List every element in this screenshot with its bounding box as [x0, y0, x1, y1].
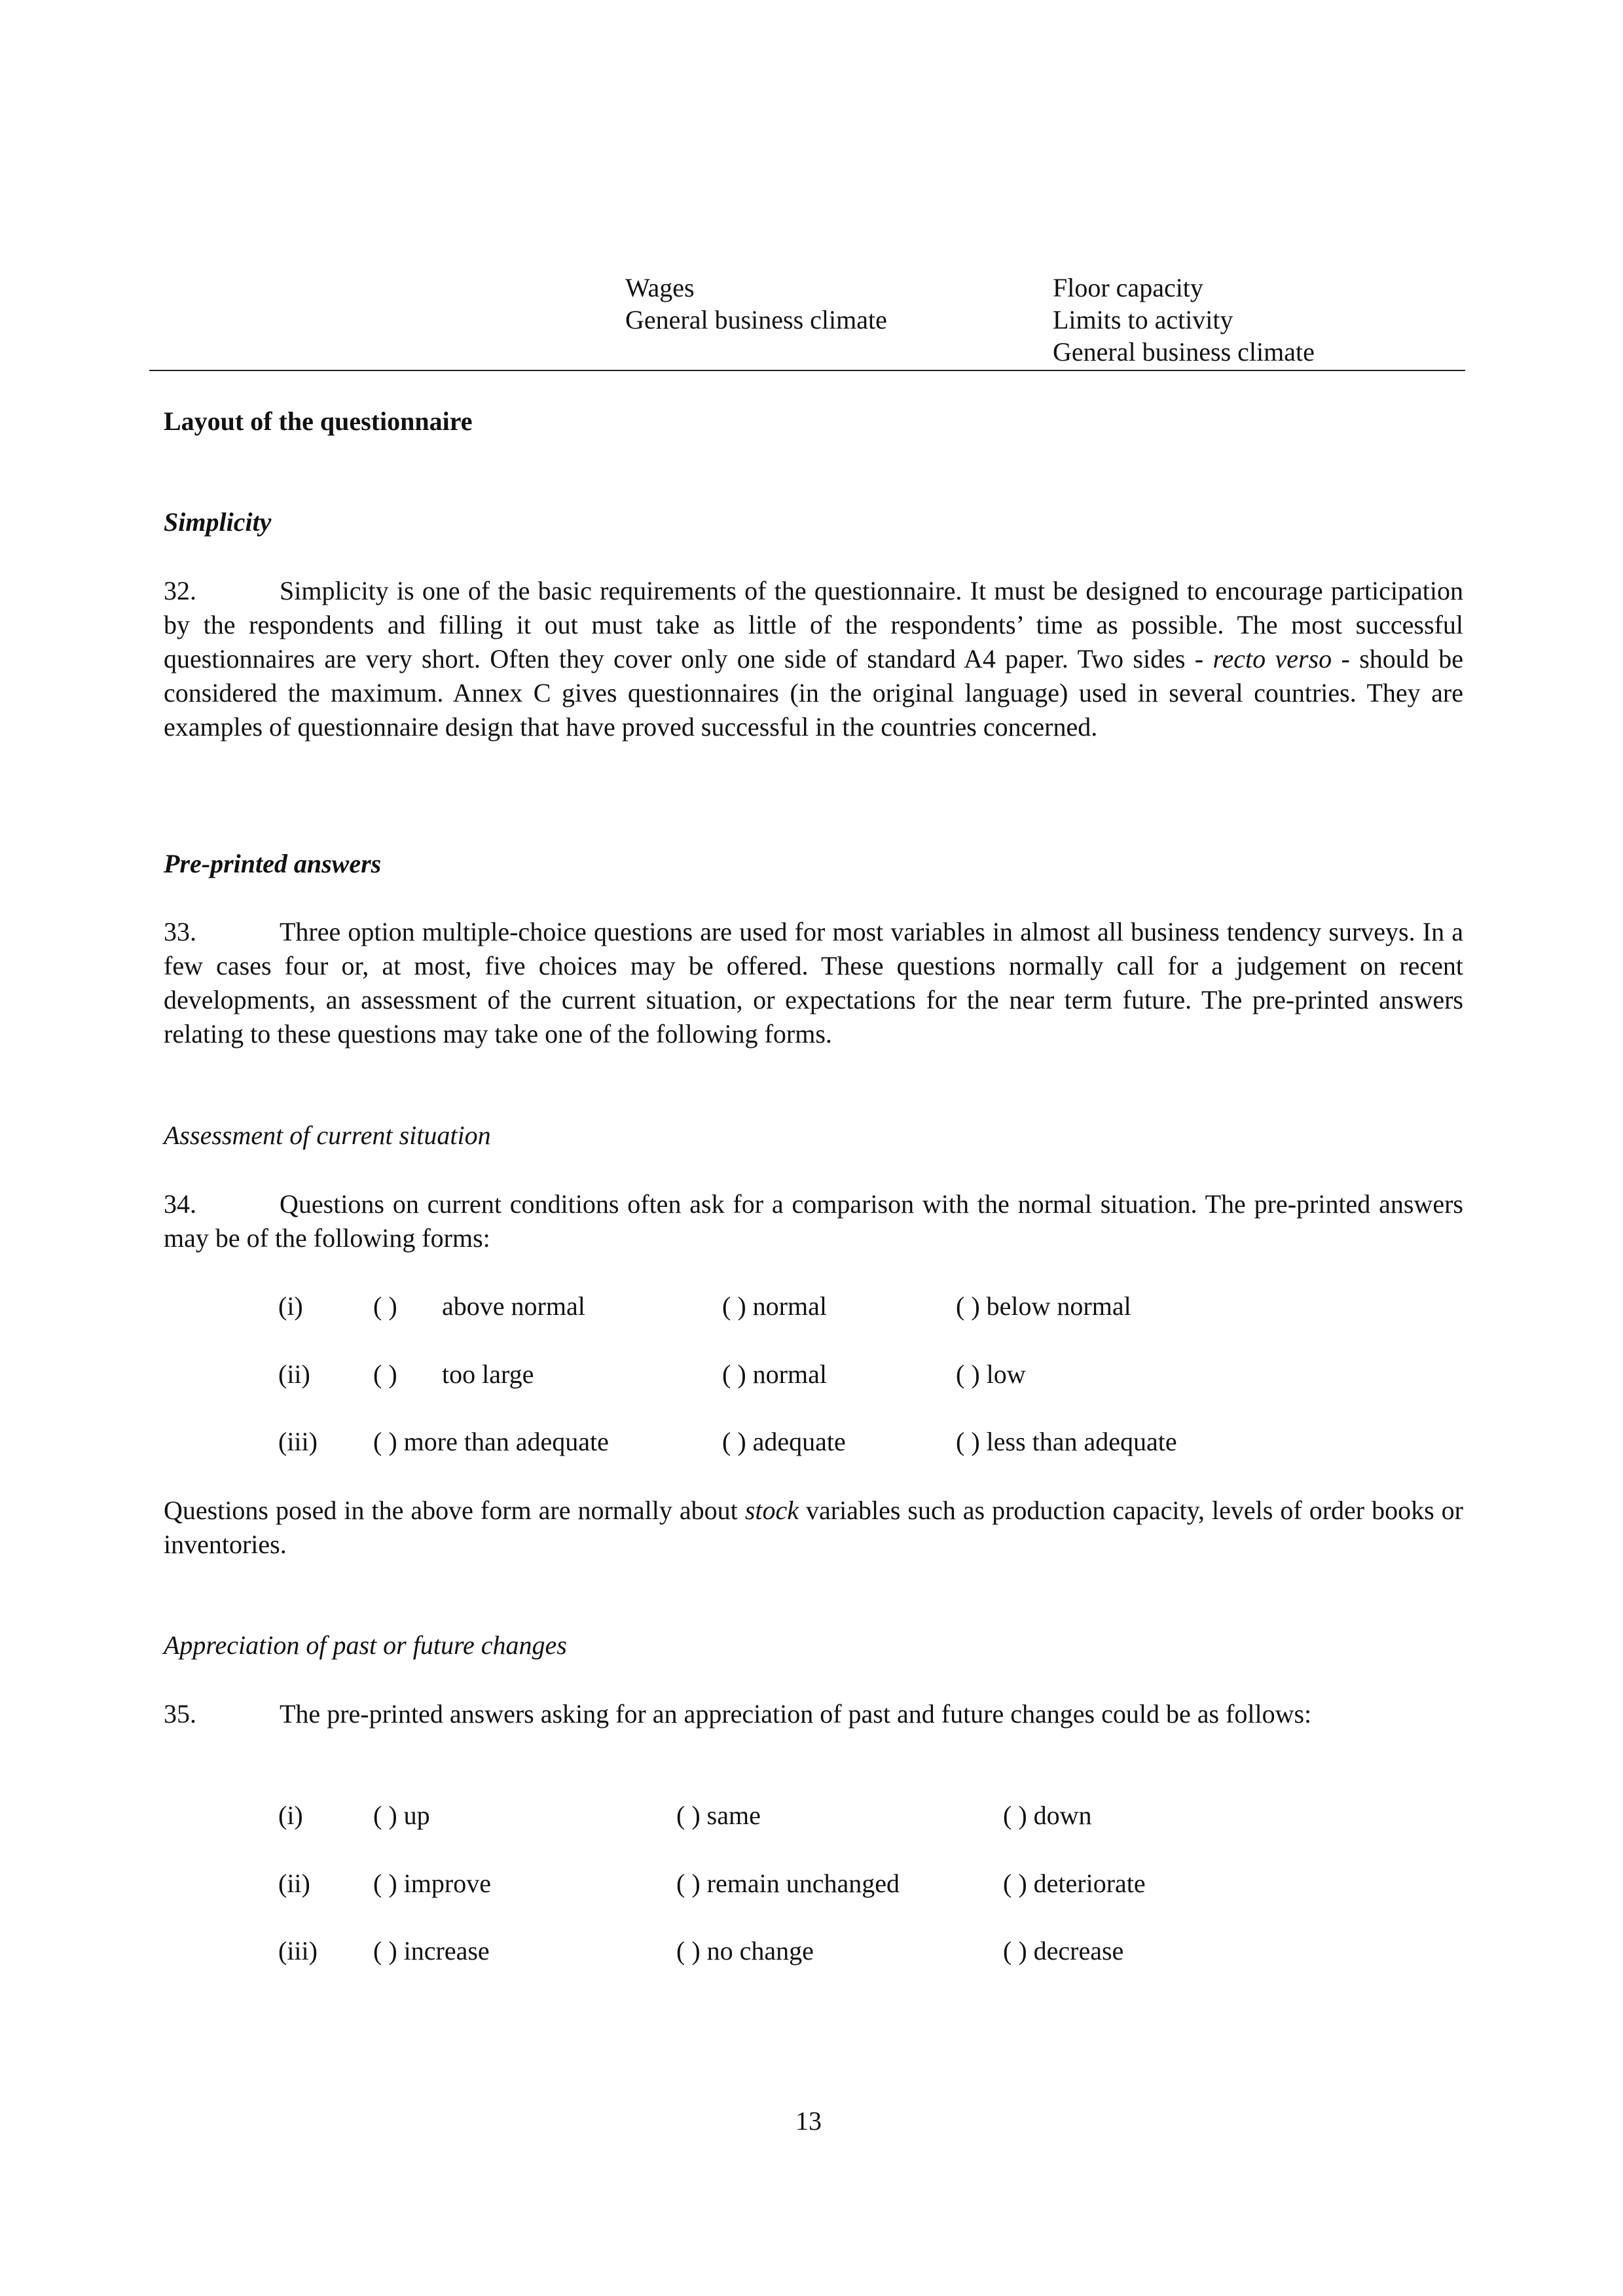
- option-label: (ii): [278, 1869, 310, 1898]
- option-text: above normal: [442, 1291, 585, 1321]
- paragraph-number: 32.: [164, 576, 196, 605]
- option-box: ( ): [373, 1291, 397, 1321]
- paragraph-35: [164, 1697, 1463, 1731]
- page-number: 13: [795, 2106, 822, 2136]
- option-text: ( ) no change: [676, 1936, 814, 1965]
- paragraph-32: [164, 574, 1463, 744]
- option-box: ( ): [373, 1359, 397, 1389]
- paragraph-number: 34.: [164, 1189, 196, 1219]
- subsection-heading-preprinted: Pre-printed answers: [164, 849, 382, 878]
- paragraph-number: 33.: [164, 917, 196, 946]
- paragraph-text: variables such as production capacity, levels of order books or inventories.: [164, 1496, 1464, 1559]
- option-text: ( ) same: [676, 1801, 761, 1830]
- table-bottom-rule: [149, 370, 1465, 371]
- table-cell: Limits to activity: [1053, 305, 1233, 334]
- paragraph-text: Questions posed in the above form are normally about: [164, 1496, 745, 1525]
- option-text: ( ) up: [373, 1801, 430, 1830]
- paragraph-text-italic: recto verso: [1213, 644, 1332, 673]
- option-text: ( ) normal: [722, 1359, 827, 1389]
- subsection-heading-simplicity: Simplicity: [164, 507, 272, 537]
- option-text: ( ) improve: [373, 1869, 491, 1898]
- option-text: ( ) low: [956, 1359, 1026, 1389]
- subsection-heading-appreciation: Appreciation of past or future changes: [164, 1630, 567, 1660]
- table-cell: General business climate: [625, 305, 887, 334]
- subsection-heading-assessment: Assessment of current situation: [164, 1121, 491, 1150]
- option-text: ( ) remain unchanged: [676, 1869, 900, 1898]
- option-text: ( ) decrease: [1003, 1936, 1124, 1965]
- paragraph-text-italic: stock: [744, 1496, 799, 1525]
- option-label: (iii): [278, 1936, 318, 1965]
- paragraph-text: Three option multiple-choice questions are used for most variables in almost all business tendency surveys. In a few cases four or, at most, five choices may be offered. These questions normally call for a judgement on recent developments, an assessment of the current situation, or expectations for the near term future. The pre-printed answers relating to these questions may take one of the following forms.: [164, 917, 1463, 1049]
- table-cell: General business climate: [1053, 337, 1315, 367]
- paragraph-stock: [164, 1494, 1463, 1562]
- option-text: ( ) down: [1003, 1801, 1092, 1830]
- option-text: too large: [442, 1359, 534, 1389]
- option-text: ( ) increase: [373, 1936, 490, 1965]
- paragraph-text: Questions on current conditions often ask for a comparison with the normal situation. The pre-printed answers may be of the following forms:: [164, 1189, 1463, 1253]
- option-text: ( ) normal: [722, 1291, 827, 1321]
- table-cell: Floor capacity: [1053, 273, 1203, 302]
- option-text: ( ) deteriorate: [1003, 1869, 1146, 1898]
- table-cell: Wages: [625, 273, 695, 302]
- option-text: ( ) below normal: [956, 1291, 1131, 1321]
- option-label: (i): [278, 1291, 303, 1321]
- paragraph-number: 35.: [164, 1699, 196, 1729]
- option-text: ( ) less than adequate: [956, 1427, 1177, 1456]
- option-text: ( ) adequate: [722, 1427, 846, 1456]
- paragraph-34: [164, 1187, 1463, 1255]
- option-label: (ii): [278, 1359, 310, 1389]
- option-label: (i): [278, 1801, 303, 1830]
- paragraph-text: Simplicity is one of the basic requirements of the questionnaire. It must be designed to encourage participation by the respondents and filling it out must take as little of the respondents’ time as possible. The most successful questionnaires are very short. Often they cover only one side of standard A4 paper. Two sides -: [164, 576, 1463, 673]
- paragraph-text: - should be considered the maximum. Annex C gives questionnaires (in the original language) used in several countries. They are examples of questionnaire design that have proved successful in the countries concerned.: [164, 644, 1464, 742]
- option-text: ( ) more than adequate: [373, 1427, 609, 1456]
- option-label: (iii): [278, 1427, 318, 1456]
- section-heading: Layout of the questionnaire: [164, 406, 473, 436]
- paragraph-33: [164, 915, 1463, 1051]
- paragraph-text: The pre-printed answers asking for an appreciation of past and future changes could be as follows:: [280, 1699, 1312, 1729]
